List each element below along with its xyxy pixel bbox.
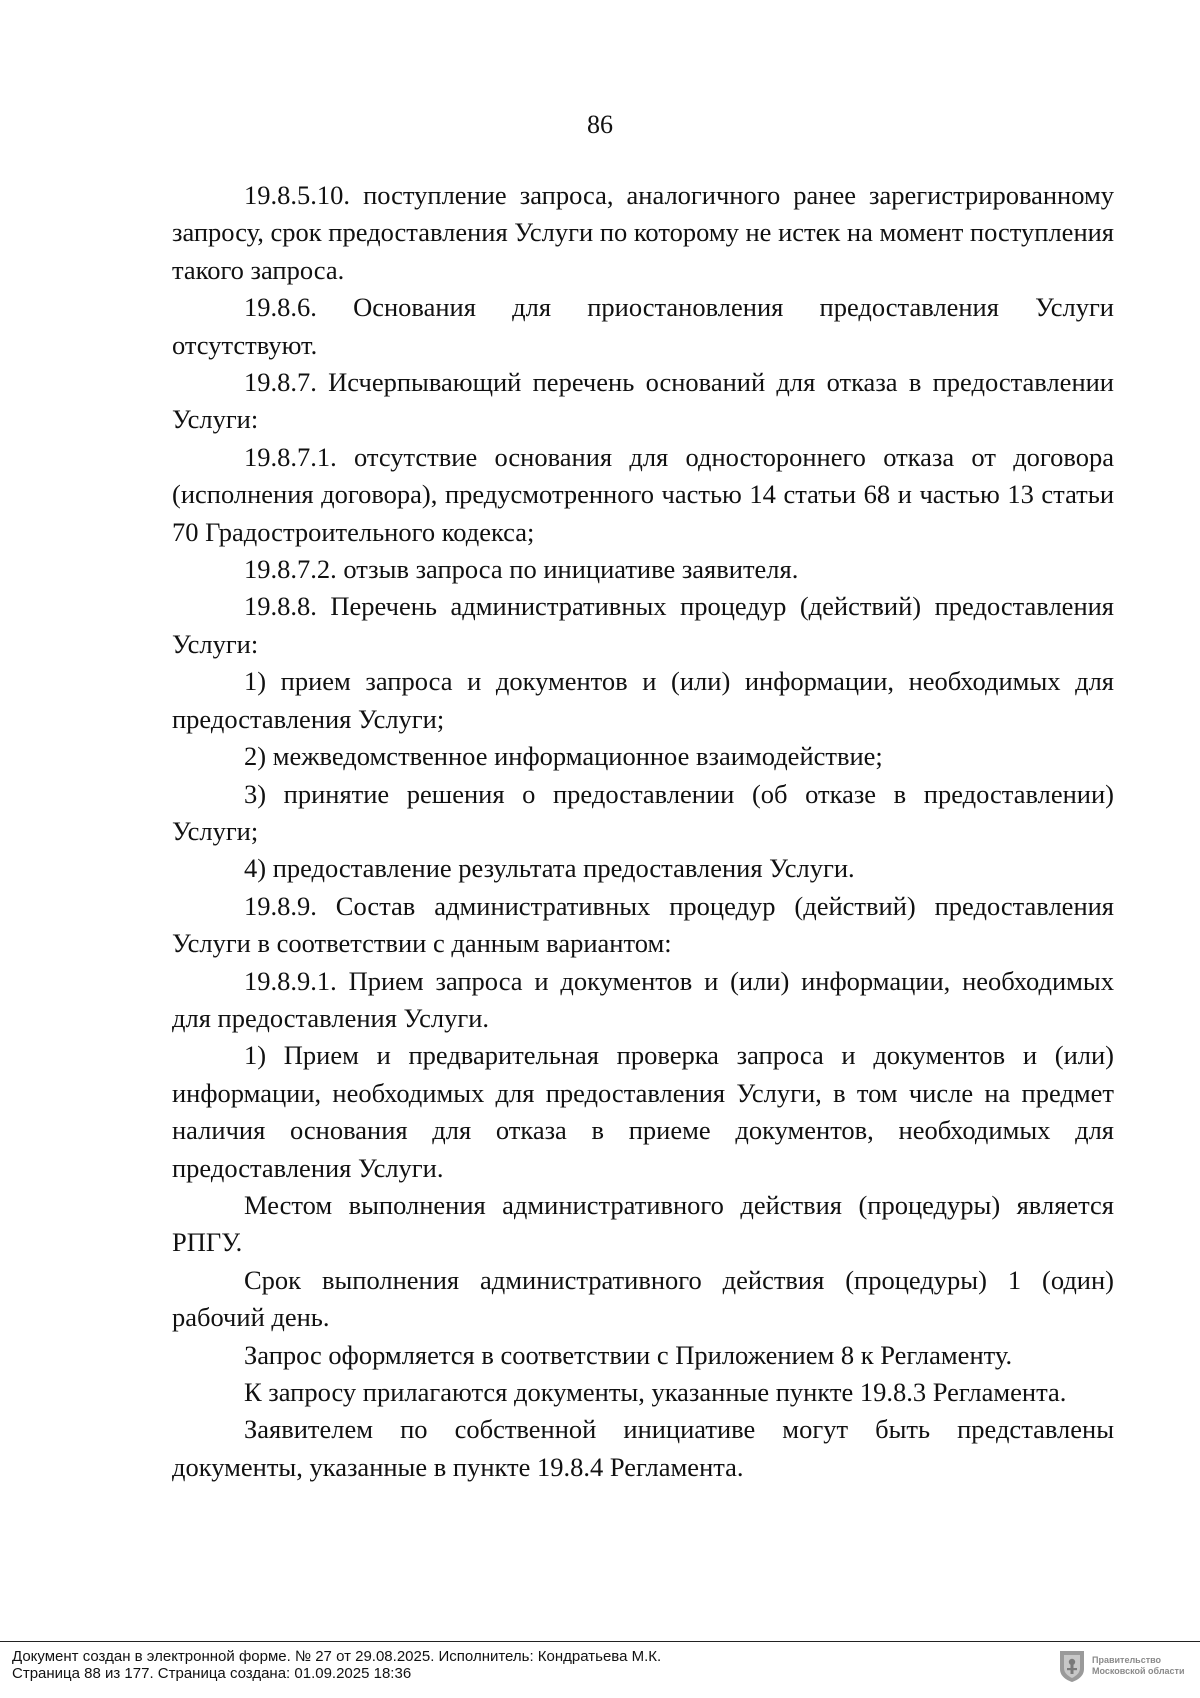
paragraph: 4) предоставление результата предоставления Услуги. <box>244 853 855 884</box>
paragraph: К запросу прилагаются документы, указанные пункте 19.8.3 Регламента. <box>244 1377 1067 1407</box>
paragraph: Запрос оформляется в соответствии с Приложением 8 к Регламенту. <box>244 1339 1013 1370</box>
paragraph: 3) принятие решения о предоставлении (об отказе в предоставлении) Услуги; <box>172 778 1114 846</box>
paragraph: Местом выполнения административного действия (процедуры) является РПГУ. <box>172 1189 1114 1258</box>
logo-text-line1: Правительство <box>1092 1655 1162 1665</box>
paragraph: 19.8.7.1. отсутствие основания для одностороннего отказа от договора (исполнения договора), предусмотренного частью 14 статьи 68 и частью 13 статьи 70 Градостроительного кодекса; <box>172 441 1114 547</box>
paragraph: 1) Прием и предварительная проверка запроса и документов и (или) информации, необходимых для предоставления Услуги, в том числе на предмет наличия основания для отказа в приеме документов, необходимых для предоставления Услуги. <box>172 1040 1114 1183</box>
document-footer <box>12 1648 661 1682</box>
document-body <box>172 177 1114 1486</box>
paragraph: 19.8.7.2. отзыв запроса по инициативе заявителя. <box>244 554 799 585</box>
logo-text-line2: Московской области <box>1092 1666 1185 1676</box>
paragraph: 19.8.9.1. Прием запроса и документов и (или) информации, необходимых для предоставления Услуги. <box>172 965 1114 1033</box>
logo-text <box>1092 1655 1185 1677</box>
paragraph: 19.8.5.10. поступление запроса, аналогичного ранее зарегистрированному запросу, срок предоставления Услуги по которому не истек на момент поступления такого запроса. <box>172 180 1114 285</box>
government-logo <box>1058 1645 1196 1687</box>
paragraph: 1) прием запроса и документов и (или) информации, необходимых для предоставления Услуги; <box>172 666 1114 734</box>
footer-divider <box>0 1641 1200 1642</box>
footer-page-info: Страница 88 из 177. Страница создана: 01.09.2025 18:36 <box>12 1665 412 1682</box>
paragraph: 2) межведомственное информационное взаимодействие; <box>244 741 883 772</box>
paragraph: 19.8.8. Перечень административных процедур (действий) предоставления Услуги: <box>172 591 1114 659</box>
paragraph: Срок выполнения административного действия (процедуры) 1 (один) рабочий день. <box>172 1264 1114 1333</box>
footer-document-info: Документ создан в электронной форме. № 27 от 29.08.2025. Исполнитель: Кондратьева М.К. <box>12 1648 662 1665</box>
coat-of-arms-icon <box>1058 1649 1086 1683</box>
paragraph: 19.8.9. Состав административных процедур (действий) предоставления Услуги в соответствии с данным вариантом: <box>172 890 1114 959</box>
paragraph: Заявителем по собственной инициативе могут быть представлены документы, указанные в пункте 19.8.4 Регламента. <box>172 1414 1114 1482</box>
paragraph: 19.8.6. Основания для приостановления предоставления Услуги отсутствуют. <box>172 292 1114 360</box>
page-number: 86 <box>587 110 613 139</box>
paragraph: 19.8.7. Исчерпывающий перечень оснований для отказа в предоставлении Услуги: <box>172 367 1114 435</box>
